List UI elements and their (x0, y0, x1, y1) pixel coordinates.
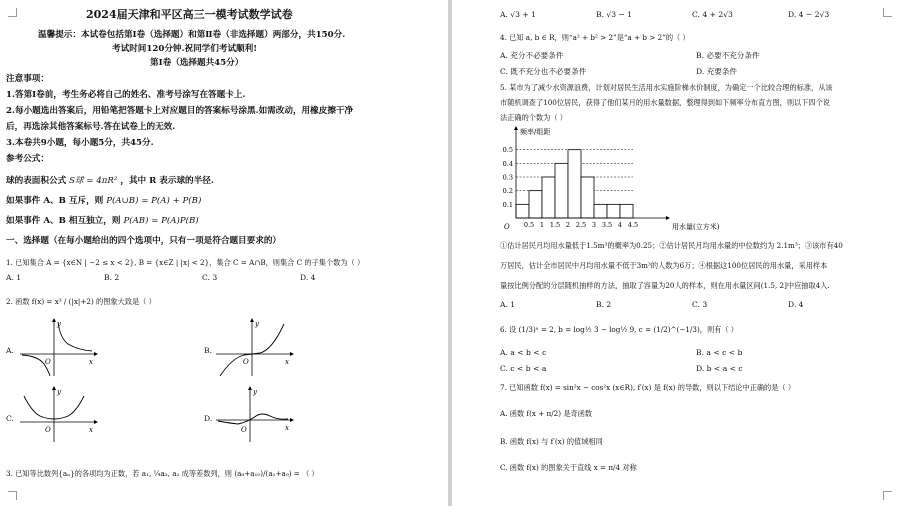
q2-graph-a (18, 318, 98, 378)
formula-sphere (6, 176, 214, 187)
question-5-line-3: 法正确的个数为（ ） (500, 113, 567, 122)
y-axis-label: 频率/组距 (520, 128, 551, 136)
formula-independent-expr: P(AB) = P(A)P(B) (123, 216, 199, 226)
notice-2: 2.每小题选出答案后，用铅笔把答题卡上对应题目的答案标号涂黑.如需改动，用橡皮擦干净 (6, 106, 354, 116)
x-tick-label: 3.5 (601, 221, 613, 229)
q6-option-c: C. c < b < a (500, 364, 547, 373)
warm-tip: 温馨提示：本试卷包括第Ⅰ卷（选择题）和第Ⅱ卷（非选择题）两部分，共150分. (38, 30, 346, 40)
y-axis-arrow (514, 126, 518, 130)
y-tick-label: 0.2 (502, 187, 513, 196)
q4-option-d: D. 充要条件 (696, 67, 738, 76)
y-tick-label: 0.1 (502, 200, 513, 209)
svg-text:O: O (241, 426, 247, 434)
q3-option-b: B. √3 − 1 (596, 10, 633, 19)
q7-option-c: C. 函数 f(x) 的图象关于直线 x = π/4 对称 (500, 463, 637, 472)
q5-option-c: C. 3 (692, 300, 708, 309)
notice-heading: 注意事项： (6, 74, 49, 84)
q4-option-b: B. 必要不充分条件 (696, 51, 760, 60)
q7-option-b: B. 函数 f(x) 与 f′(x) 的值域相同 (500, 437, 603, 446)
crop-mark (8, 491, 17, 500)
svg-text:y: y (253, 388, 257, 396)
formula-exclusive-expr: P(A∪B) = P(A) + P(B) (106, 196, 202, 206)
notice-3: 3.本卷共9小题，每小题5分，共45分. (6, 138, 154, 148)
x-tick-labels (524, 221, 638, 229)
histogram-bar (620, 204, 633, 218)
q2-option-c: C. (6, 414, 14, 423)
formula-sphere-expr: S球 = 4πR² (69, 176, 118, 186)
y-tick-label: 0.3 (502, 173, 513, 182)
q6-option-b: B. a < c < b (696, 348, 743, 357)
y-tick-label: 0.5 (502, 146, 513, 155)
exam-page-right (452, 0, 900, 506)
q2-option-d: D. (204, 414, 213, 423)
question-3-stem: 3. 已知等比数列{aₙ}的各项均为正数，若 a₁, ¼a₃, a₂ 成等差数列，则 (a₈+a₁₀)/(a₁+a₉) = （ ） (6, 469, 319, 478)
formula-independent-label: 如果事件 A、B 相互独立，则 (6, 216, 121, 226)
x-tick-label: 0.5 (523, 221, 535, 229)
water-usage-histogram (496, 124, 756, 234)
x-tick-label: 1 (539, 221, 545, 229)
reference-formulas: 参考公式： (6, 154, 49, 164)
exam-time: 考试时间120分钟.祝同学们考试顺利! (112, 44, 258, 54)
section-title: 第Ⅰ卷（选择题共45分） (150, 58, 244, 68)
question-2-stem: 2. 函数 f(x) = x³ / (|x|+2) 的图象大致是（ ） (6, 297, 156, 306)
q1-option-b: B. 2 (104, 273, 120, 282)
svg-text:y: y (57, 388, 61, 396)
origin-label: O (504, 223, 510, 231)
svg-text:y: y (57, 320, 61, 328)
q1-option-d: D. 4 (300, 273, 316, 282)
y-tick-labels (503, 146, 513, 209)
question-5-statements-3: 量按比例分配的分层随机抽样的方法，抽取了容量为20人的样本，则在用水量区间(1.5, 2]中应抽取4人. (500, 281, 830, 290)
question-6-stem: 6. 设 (1/3)ᵃ = 2, b = log½ 3 − log½ 9, c = (1/2)^(−1/3)，则有（ ） (500, 325, 738, 334)
formula-sphere-label: 球的表面积公式 (6, 176, 67, 186)
q7-option-a: A. 函数 f(x + π/2) 是奇函数 (500, 409, 593, 418)
histogram-bars (516, 150, 633, 218)
svg-text:x: x (89, 426, 93, 434)
histogram-bar (555, 163, 568, 218)
exam-title: 2024届天津和平区高三一模考试数学试卷 (86, 8, 293, 21)
crop-mark (8, 8, 17, 17)
x-tick-label: 1.5 (549, 221, 561, 229)
q5-option-b: B. 2 (596, 300, 612, 309)
question-5-statements-2: 万居民，估计全市居民中月均用水量不低于3m³的人数为6万；④根据这100位居民的用水量，采用样本 (500, 261, 828, 270)
x-axis-label: 用水量(立方米) (672, 223, 720, 231)
crop-mark (883, 491, 892, 500)
histogram-bar (607, 204, 620, 218)
formula-sphere-tail: ，其中 R 表示球的半径. (120, 176, 214, 186)
q2-option-b: B. (204, 346, 212, 355)
svg-text:x: x (285, 424, 289, 432)
exam-page-left (0, 0, 448, 506)
q2-graph-b (214, 318, 294, 378)
y-tick-label: 0.4 (502, 159, 513, 168)
svg-text:x: x (89, 358, 93, 366)
notice-1: 1.答第Ⅰ卷前，考生务必将自己的姓名、准考号涂写在答题卡上. (6, 90, 246, 100)
formula-exclusive (6, 196, 201, 207)
notice-2-cont: 后，再选涂其他答案标号.答在试卷上的无效. (6, 122, 176, 132)
q3-option-d: D. 4 − 2√3 (788, 10, 830, 19)
histogram-bar (581, 177, 594, 218)
svg-text:x: x (285, 358, 289, 366)
part-one-heading: 一、选择题（在每小题给出的四个选项中，只有一项是符合题目要求的） (6, 236, 282, 246)
histogram-bar (529, 191, 542, 218)
svg-text:O: O (45, 426, 51, 434)
histogram-bar (542, 177, 555, 218)
q4-option-c: C. 既不充分也不必要条件 (500, 67, 587, 76)
svg-text:O: O (45, 358, 51, 366)
x-axis-arrow (666, 216, 670, 220)
question-5-line-2: 市随机调查了100位居民，获得了他们某月的用水量数据，整理得到如下频率分布直方图，则以下四个说 (500, 98, 830, 107)
formula-independent (6, 216, 199, 227)
q5-option-d: D. 4 (788, 300, 804, 309)
histogram-bar (594, 204, 607, 218)
q4-option-a: A. 充分不必要条件 (500, 51, 564, 60)
question-5-line-1: 5. 某市为了减少水资源浪费，计划对居民生活用水实施阶梯水价制度，为确定一个比较合理的标准，从该 (500, 83, 833, 92)
formula-exclusive-label: 如果事件 A、B 互斥，则 (6, 196, 104, 206)
x-tick-label: 4 (617, 221, 623, 229)
x-tick-label: 2 (565, 221, 571, 229)
histogram-bar (568, 150, 581, 218)
svg-text:y: y (255, 320, 259, 328)
q3-option-a: A. √3 + 1 (500, 10, 537, 19)
question-7-stem: 7. 已知函数 f(x) = sin²x − cos²x (x∈R), f′(x) 是 f(x) 的导数，则以下结论中正确的是（ ） (500, 383, 796, 392)
q1-option-c: C. 3 (202, 273, 218, 282)
x-tick-label: 3 (591, 221, 597, 229)
histogram-bar (516, 204, 529, 218)
question-4-stem: 4. 已知 a, b ∈ R，则“a² + b² > 2”是“a + b > 2”的（ ） (500, 33, 690, 42)
question-1-stem: 1. 已知集合 A = {x∈N | −2 ≤ x < 2}, B = {x∈Z | |x| < 2}，集合 C = A∩B，则集合 C 的子集个数为（ ） (6, 258, 365, 267)
q3-option-c: C. 4 + 2√3 (692, 10, 733, 19)
question-5-statements-1: ①估计居民月均用水量低于1.5m³的概率为0.25；②估计居民月均用水量的中位数约为 2.1m³；③该市有40 (500, 241, 843, 250)
q2-option-a: A. (6, 346, 14, 355)
q2-graph-d (214, 386, 294, 444)
q1-option-a: A. 1 (6, 273, 22, 282)
x-tick-label: 2.5 (575, 221, 587, 229)
q2-graph-c (18, 386, 98, 444)
q6-option-a: A. a < b < c (500, 348, 547, 357)
x-tick-label: 4.5 (627, 221, 639, 229)
q6-option-d: D. b < a < c (696, 364, 743, 373)
svg-text:O: O (243, 358, 249, 366)
crop-mark (883, 8, 892, 17)
q5-option-a: A. 1 (500, 300, 516, 309)
